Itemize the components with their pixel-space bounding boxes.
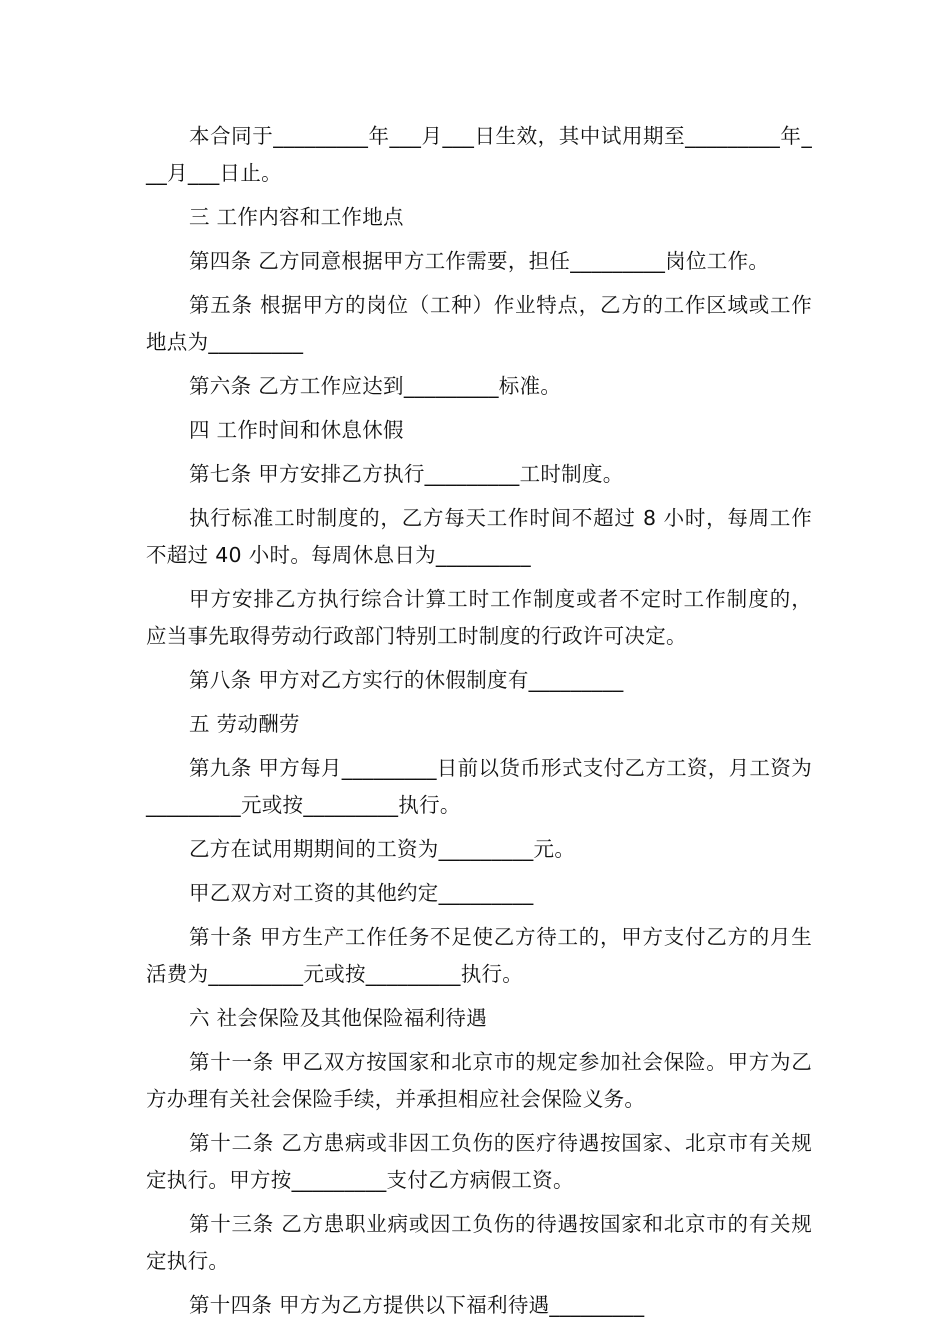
section-heading-social-insurance: 六 社会保险及其他保险福利待遇 [189, 1006, 488, 1030]
document-body [146, 118, 812, 1331]
paragraph-probation-salary: 乙方在试用期期间的工资为_________元。 [189, 837, 576, 861]
section-heading-remuneration: 五 劳动酬劳 [189, 712, 300, 736]
clause-12: 第十二条 乙方患病或非因工负伤的医疗待遇按国家、北京市有关规定执行。甲方按_________支付乙方病假工资。 [146, 1131, 812, 1192]
paragraph-special-hours: 甲方安排乙方执行综合计算工时工作制度或者不定时工作制度的，应当事先取得劳动行政部门特别工时制度的行政许可决定。 [146, 587, 812, 648]
paragraph-other-salary-terms: 甲乙双方对工资的其他约定_________ [189, 881, 534, 905]
paragraph-standard-hours: 执行标准工时制度的，乙方每天工作时间不超过 8 小时，每周工作不超过 40 小时。每周休息日为_________ [146, 506, 812, 567]
paragraph-effective-date: 本合同于_________年___月___日生效，其中试用期至_________年___月___日止。 [146, 124, 812, 185]
clause-8: 第八条 甲方对乙方实行的休假制度有_________ [189, 668, 624, 692]
clause-7: 第七条 甲方安排乙方执行_________工时制度。 [189, 462, 624, 486]
section-heading-working-hours: 四 工作时间和休息休假 [189, 418, 404, 442]
clause-10: 第十条 甲方生产工作任务不足使乙方待工的，甲方支付乙方的月生活费为_________元或按_________执行。 [146, 925, 812, 986]
clause-14: 第十四条 甲方为乙方提供以下福利待遇_________ [189, 1293, 645, 1317]
clause-4: 第四条 乙方同意根据甲方工作需要，担任_________岗位工作。 [189, 249, 770, 273]
clause-13: 第十三条 乙方患职业病或因工负伤的待遇按国家和北京市的有关规定执行。 [146, 1212, 812, 1273]
section-heading-work-content: 三 工作内容和工作地点 [189, 205, 404, 229]
clause-6: 第六条 乙方工作应达到_________标准。 [189, 374, 562, 398]
clause-9: 第九条 甲方每月_________日前以货币形式支付乙方工资，月工资为_________元或按_________执行。 [146, 756, 812, 817]
clause-11: 第十一条 甲乙双方按国家和北京市的规定参加社会保险。甲方为乙方办理有关社会保险手续，并承担相应社会保险义务。 [146, 1050, 812, 1111]
clause-5: 第五条 根据甲方的岗位（工种）作业特点，乙方的工作区域或工作地点为_________ [146, 293, 812, 354]
